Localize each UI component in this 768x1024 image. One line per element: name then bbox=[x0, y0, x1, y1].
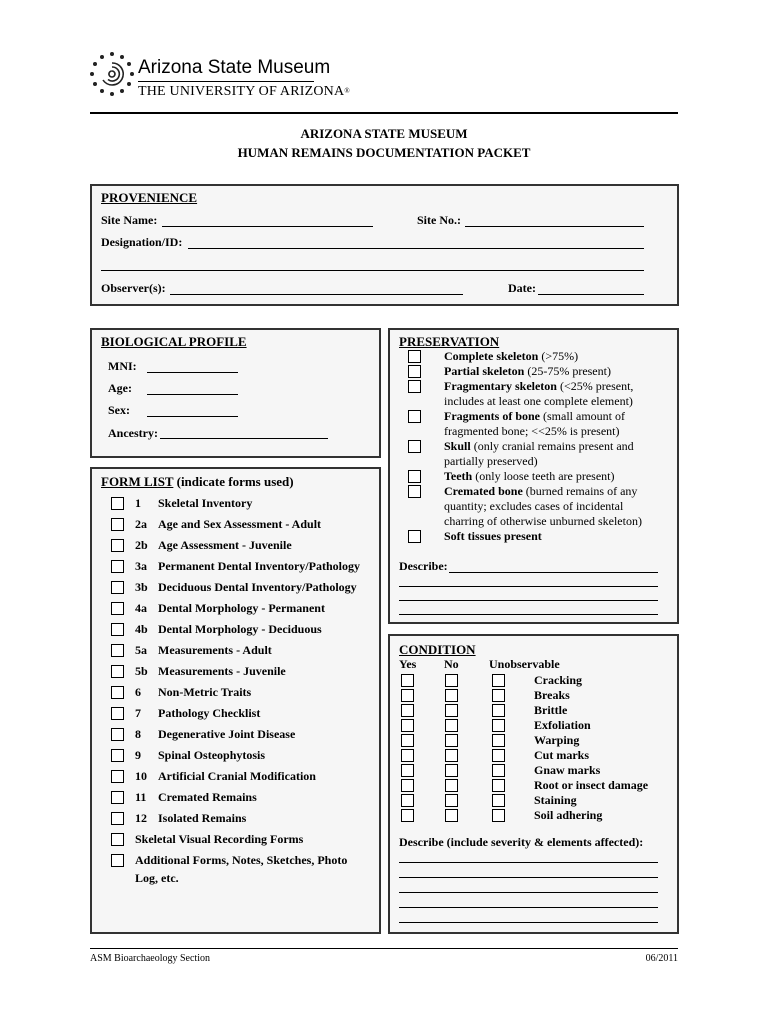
cremated-bone-checkbox[interactable] bbox=[408, 485, 421, 498]
form-number: 7 bbox=[135, 706, 141, 720]
condition-label: Gnaw marks bbox=[534, 763, 601, 777]
condition-no-checkbox[interactable] bbox=[445, 719, 458, 732]
condition-describe-label: Describe (include severity & elements affected): bbox=[399, 835, 644, 849]
form-number: 3a bbox=[135, 559, 147, 573]
form-number: 1 bbox=[135, 496, 141, 510]
form-number: 2b bbox=[135, 538, 148, 552]
form-checkbox[interactable] bbox=[111, 791, 124, 804]
condition-no-checkbox[interactable] bbox=[445, 704, 458, 717]
condition-unobservable-checkbox[interactable] bbox=[492, 779, 505, 792]
biological-profile-heading: BIOLOGICAL PROFILE bbox=[101, 334, 247, 349]
condition-yes-checkbox[interactable] bbox=[401, 704, 414, 717]
form-label: Spinal Osteophytosis bbox=[158, 748, 266, 762]
fragments-of-bone-note: fragmented bone; <<25% is present) bbox=[444, 424, 620, 438]
condition-label: Exfoliation bbox=[534, 718, 591, 732]
teeth-checkbox[interactable] bbox=[408, 470, 421, 483]
form-checkbox[interactable] bbox=[111, 749, 124, 762]
date-field[interactable] bbox=[538, 294, 644, 295]
form-label: Permanent Dental Inventory/Pathology bbox=[158, 559, 360, 573]
form-checkbox[interactable] bbox=[111, 812, 124, 825]
preservation-describe-field[interactable] bbox=[449, 572, 658, 573]
form-checkbox[interactable] bbox=[111, 644, 124, 657]
form-label: Artificial Cranial Modification bbox=[158, 769, 316, 783]
form-number: 10 bbox=[135, 769, 147, 783]
form-number: 11 bbox=[135, 790, 147, 804]
sex-field[interactable] bbox=[147, 416, 238, 417]
condition-label: Staining bbox=[534, 793, 577, 807]
form-number: 9 bbox=[135, 748, 141, 762]
condition-no-checkbox[interactable] bbox=[445, 794, 458, 807]
form-checkbox[interactable] bbox=[111, 560, 124, 573]
form-checkbox[interactable] bbox=[111, 728, 124, 741]
age-label: Age: bbox=[108, 381, 132, 395]
cremated-bone-note: quantity; excludes cases of incidental bbox=[444, 499, 624, 513]
document-title: ARIZONA STATE MUSEUM bbox=[300, 126, 468, 141]
cremated-bone-note-2: charring of otherwise unburned skeleton) bbox=[444, 514, 642, 528]
condition-no-checkbox[interactable] bbox=[445, 674, 458, 687]
form-checkbox[interactable] bbox=[111, 686, 124, 699]
form-number: 2a bbox=[135, 517, 147, 531]
provenience-section bbox=[90, 184, 679, 306]
form-checkbox[interactable] bbox=[111, 602, 124, 615]
form-number: 4b bbox=[135, 622, 148, 636]
condition-unobservable-header: Unobservable bbox=[489, 657, 560, 671]
condition-label: Root or insect damage bbox=[534, 778, 649, 792]
form-number: 5b bbox=[135, 664, 148, 678]
condition-yes-checkbox[interactable] bbox=[401, 689, 414, 702]
condition-unobservable-checkbox[interactable] bbox=[492, 749, 505, 762]
preservation-describe-field-4[interactable] bbox=[399, 614, 658, 615]
footer-left: ASM Bioarchaeology Section bbox=[90, 953, 210, 964]
form-number: 6 bbox=[135, 685, 141, 699]
ancestry-field[interactable] bbox=[160, 438, 328, 439]
condition-unobservable-checkbox[interactable] bbox=[492, 689, 505, 702]
form-list-section bbox=[90, 467, 381, 934]
fragmentary-skeleton-note: includes at least one complete element) bbox=[444, 394, 633, 408]
condition-describe-field[interactable] bbox=[399, 862, 658, 863]
partial-skeleton-label: Partial skeleton (25-75% present) bbox=[444, 364, 611, 378]
skull-label: Skull (only cranial remains present and bbox=[444, 439, 634, 453]
condition-unobservable-checkbox[interactable] bbox=[492, 794, 505, 807]
condition-yes-header: Yes bbox=[399, 657, 417, 671]
condition-describe-field-5[interactable] bbox=[399, 922, 658, 923]
form-checkbox[interactable] bbox=[111, 497, 124, 510]
biological-profile-section bbox=[90, 328, 381, 458]
condition-unobservable-checkbox[interactable] bbox=[492, 674, 505, 687]
designation-label: Designation/ID: bbox=[101, 235, 183, 249]
condition-heading: CONDITION bbox=[399, 642, 476, 657]
condition-section bbox=[388, 634, 679, 934]
form-label: Non-Metric Traits bbox=[158, 685, 252, 699]
site-no-field[interactable] bbox=[465, 226, 644, 227]
condition-yes-checkbox[interactable] bbox=[401, 809, 414, 822]
soft-tissues-label: Soft tissues present bbox=[444, 529, 542, 543]
preservation-describe-field-3[interactable] bbox=[399, 600, 658, 601]
additional-forms-label-2: Log, etc. bbox=[135, 871, 179, 885]
skull-note: partially preserved) bbox=[444, 454, 538, 468]
header-rule bbox=[90, 112, 678, 114]
form-label: Isolated Remains bbox=[158, 811, 247, 825]
ancestry-label: Ancestry: bbox=[108, 426, 158, 440]
form-number: 4a bbox=[135, 601, 147, 615]
soft-tissues-checkbox[interactable] bbox=[408, 530, 421, 543]
site-name-field[interactable] bbox=[162, 226, 373, 227]
condition-describe-field-3[interactable] bbox=[399, 892, 658, 893]
form-checkbox[interactable] bbox=[111, 539, 124, 552]
form-checkbox[interactable] bbox=[111, 518, 124, 531]
condition-yes-checkbox[interactable] bbox=[401, 674, 414, 687]
condition-unobservable-checkbox[interactable] bbox=[492, 704, 505, 717]
form-list-heading: FORM LIST (indicate forms used) bbox=[101, 474, 294, 489]
condition-no-checkbox[interactable] bbox=[445, 764, 458, 777]
form-label: Cremated Remains bbox=[158, 790, 257, 804]
condition-yes-checkbox[interactable] bbox=[401, 764, 414, 777]
teeth-label: Teeth (only loose teeth are present) bbox=[444, 469, 615, 483]
condition-label: Soil adhering bbox=[534, 808, 603, 822]
complete-skeleton-label: Complete skeleton (>75%) bbox=[444, 349, 579, 363]
form-checkbox[interactable] bbox=[111, 770, 124, 783]
form-label: Dental Morphology - Permanent bbox=[158, 601, 325, 615]
provenience-heading: PROVENIENCE bbox=[101, 190, 198, 205]
logo bbox=[88, 50, 350, 100]
condition-label: Cracking bbox=[534, 673, 582, 687]
form-number: 8 bbox=[135, 727, 141, 741]
skull-checkbox[interactable] bbox=[408, 440, 421, 453]
logo-subtitle: THE UNIVERSITY OF ARIZONA® bbox=[138, 84, 350, 99]
complete-skeleton-checkbox[interactable] bbox=[408, 350, 421, 363]
condition-no-checkbox[interactable] bbox=[445, 809, 458, 822]
form-label: Measurements - Adult bbox=[158, 643, 272, 657]
observers-label: Observer(s): bbox=[101, 281, 166, 295]
logo-divider bbox=[138, 81, 314, 82]
document-subtitle: HUMAN REMAINS DOCUMENTATION PACKET bbox=[237, 145, 531, 160]
fragmentary-skeleton-label: Fragmentary skeleton (<25% present, bbox=[444, 379, 634, 393]
condition-yes-checkbox[interactable] bbox=[401, 749, 414, 762]
observers-field[interactable] bbox=[170, 294, 463, 295]
designation-field[interactable] bbox=[188, 248, 644, 249]
additional-forms-checkbox[interactable] bbox=[111, 854, 124, 867]
date-label: Date: bbox=[508, 281, 536, 295]
form-number: 3b bbox=[135, 580, 148, 594]
logo-name: Arizona State Museum bbox=[138, 57, 331, 78]
form-label: Dental Morphology - Deciduous bbox=[158, 622, 322, 636]
age-field[interactable] bbox=[147, 394, 238, 395]
sex-label: Sex: bbox=[108, 403, 130, 417]
fragmentary-skeleton-checkbox[interactable] bbox=[408, 380, 421, 393]
cremated-bone-label: Cremated bone (burned remains of any bbox=[444, 484, 638, 498]
form-label: Age and Sex Assessment - Adult bbox=[158, 517, 322, 531]
condition-no-checkbox[interactable] bbox=[445, 689, 458, 702]
condition-label: Cut marks bbox=[534, 748, 590, 762]
museum-seal-icon bbox=[88, 50, 136, 98]
footer-right: 06/2011 bbox=[645, 953, 678, 964]
form-checkbox[interactable] bbox=[111, 581, 124, 594]
condition-unobservable-checkbox[interactable] bbox=[492, 809, 505, 822]
preservation-describe-label: Describe: bbox=[399, 559, 448, 573]
site-name-label: Site Name: bbox=[101, 213, 158, 227]
designation-field-2[interactable] bbox=[101, 270, 644, 271]
partial-skeleton-checkbox[interactable] bbox=[408, 365, 421, 378]
visual-forms-label: Skeletal Visual Recording Forms bbox=[135, 832, 304, 846]
condition-label: Warping bbox=[534, 733, 580, 747]
form-checkbox[interactable] bbox=[111, 707, 124, 720]
condition-unobservable-checkbox[interactable] bbox=[492, 719, 505, 732]
form-label: Measurements - Juvenile bbox=[158, 664, 286, 678]
form-label: Skeletal Inventory bbox=[158, 496, 253, 510]
condition-describe-field-4[interactable] bbox=[399, 907, 658, 908]
additional-forms-label: Additional Forms, Notes, Sketches, Photo bbox=[135, 853, 348, 867]
form-number: 12 bbox=[135, 811, 147, 825]
condition-label: Breaks bbox=[534, 688, 570, 702]
form-checkbox[interactable] bbox=[111, 665, 124, 678]
condition-yes-checkbox[interactable] bbox=[401, 794, 414, 807]
condition-label: Brittle bbox=[534, 703, 568, 717]
form-label: Deciduous Dental Inventory/Pathology bbox=[158, 580, 357, 594]
form-checkbox[interactable] bbox=[111, 623, 124, 636]
fragments-of-bone-label: Fragments of bone (small amount of bbox=[444, 409, 625, 423]
mni-field[interactable] bbox=[147, 372, 238, 373]
condition-no-header: No bbox=[444, 657, 459, 671]
form-label: Degenerative Joint Disease bbox=[158, 727, 296, 741]
site-no-label: Site No.: bbox=[417, 213, 461, 227]
condition-no-checkbox[interactable] bbox=[445, 779, 458, 792]
preservation-heading: PRESERVATION bbox=[399, 334, 500, 349]
footer-rule bbox=[90, 948, 678, 949]
condition-yes-checkbox[interactable] bbox=[401, 779, 414, 792]
preservation-describe-field-2[interactable] bbox=[399, 586, 658, 587]
form-label: Age Assessment - Juvenile bbox=[158, 538, 292, 552]
visual-forms-checkbox[interactable] bbox=[111, 833, 124, 846]
preservation-section bbox=[388, 328, 679, 624]
condition-unobservable-checkbox[interactable] bbox=[492, 764, 505, 777]
condition-describe-field-2[interactable] bbox=[399, 877, 658, 878]
condition-no-checkbox[interactable] bbox=[445, 749, 458, 762]
form-number: 5a bbox=[135, 643, 147, 657]
condition-unobservable-checkbox[interactable] bbox=[492, 734, 505, 747]
mni-label: MNI: bbox=[108, 359, 137, 373]
condition-no-checkbox[interactable] bbox=[445, 734, 458, 747]
condition-yes-checkbox[interactable] bbox=[401, 734, 414, 747]
condition-yes-checkbox[interactable] bbox=[401, 719, 414, 732]
fragments-of-bone-checkbox[interactable] bbox=[408, 410, 421, 423]
form-label: Pathology Checklist bbox=[158, 706, 261, 720]
